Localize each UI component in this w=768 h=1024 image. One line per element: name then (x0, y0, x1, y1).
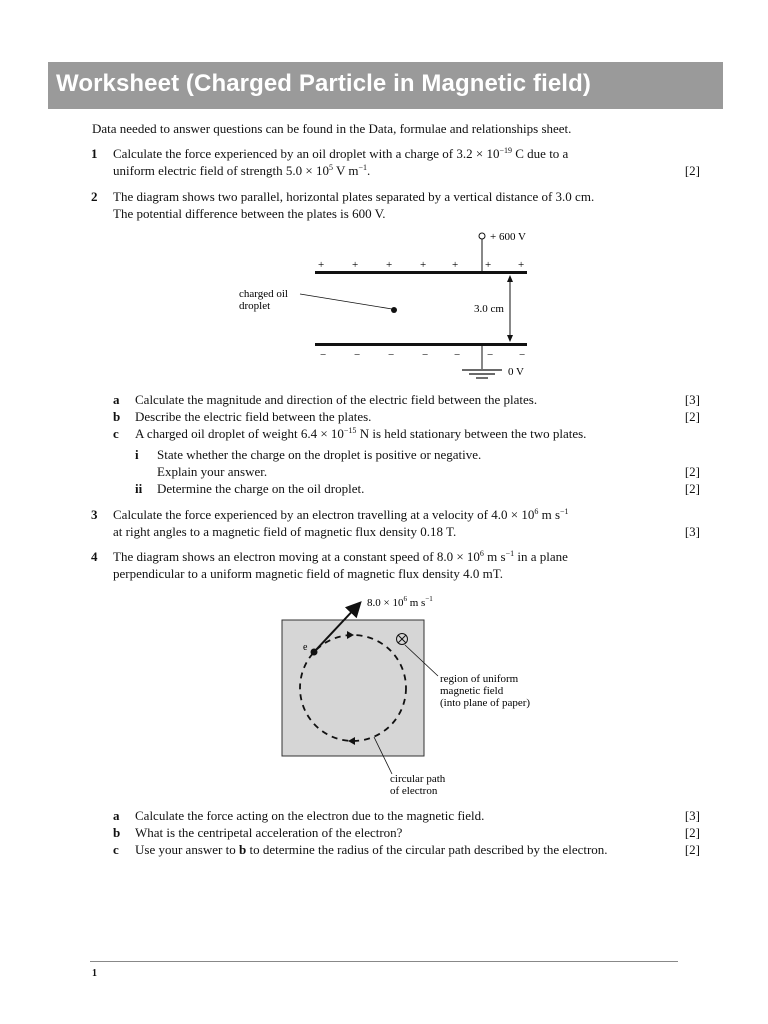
page-title: Worksheet (Charged Particle in Magnetic field) (56, 70, 591, 97)
field-label-1: region of uniform (440, 673, 519, 685)
q2ci-line1: State whether the charge on the droplet is positive or negative. (157, 447, 482, 462)
svg-text:+: + (518, 259, 525, 271)
bottom-plate (315, 343, 527, 346)
q1-line1: Calculate the force experienced by an oil droplet with a charge of $3.2 \times 10^{-19}$ C due to a (113, 146, 569, 161)
top-terminal-icon (479, 233, 485, 239)
q3-line1: Calculate the force experienced by an electron travelling at a velocity of $4.0 \times 10^6$ m $s^{-1}$ (113, 507, 569, 522)
q2cii-marks: [2] (684, 481, 700, 496)
droplet-label-1: charged oil (239, 288, 288, 300)
svg-text:+: + (352, 259, 359, 271)
oil-droplet (391, 307, 397, 313)
q4a-marks: [3] (684, 808, 700, 823)
q1-line2: uniform electric field of strength $5.0 \times 10^5$ V $m^{-1}$. (113, 163, 371, 178)
droplet-label-2: droplet (239, 300, 271, 312)
q2-line1: The diagram shows two parallel, horizontal plates separated by a vertical distance of 3.0 cm. (113, 189, 595, 204)
q2b-text: Describe the electric field between the plates. (135, 409, 372, 424)
q2cii-text: Determine the charge on the oil droplet. (157, 481, 365, 496)
intro-text: Data needed to answer questions can be found in the Data, formulae and relationships sheet. (92, 121, 572, 136)
electron-label: e (303, 642, 308, 653)
q2a-text: Calculate the magnitude and direction of the electric field between the plates. (135, 392, 538, 407)
q3-line2: at right angles to a magnetic field of magnetic flux density 0.18 T. (113, 524, 457, 539)
field-label-2: magnetic field (440, 685, 504, 697)
q2a-marks: [3] (684, 392, 700, 407)
path-label-2: of electron (390, 785, 438, 797)
q2-line2: The potential difference between the plates is 600 V. (113, 206, 386, 221)
minus-signs (320, 349, 525, 361)
q4-line2: perpendicular to a uniform magnetic field of magnetic flux density 4.0 mT. (113, 566, 503, 581)
footer-divider (90, 961, 678, 962)
q4-line1: The diagram shows an electron moving at a constant speed of $8.0 \times 10^6$ m $s^{-1}$ in a plane (113, 549, 568, 564)
q4c-label: c (113, 842, 119, 857)
svg-text:−: − (487, 349, 494, 361)
svg-text:+: + (420, 259, 427, 271)
q4b-label: b (113, 825, 121, 840)
q2c-text: A charged oil droplet of weight $6.4 \times 10^{-15}$ N is held stationary between the two plates. (135, 426, 587, 441)
bottom-voltage-label: 0 V (508, 366, 524, 378)
q2ci-line2: Explain your answer. (157, 464, 268, 479)
magnetic-field-diagram (270, 590, 560, 800)
svg-text:−: − (422, 349, 429, 361)
q4a-label: a (113, 808, 120, 823)
svg-text:−: − (454, 349, 461, 361)
plus-signs (318, 259, 524, 271)
q2c-label: c (113, 426, 119, 441)
q2b-label: b (113, 409, 121, 424)
q2a-label: a (113, 392, 120, 407)
q4a-text: Calculate the force acting on the electron due to the magnetic field. (135, 808, 485, 823)
path-label-1: circular path (390, 773, 446, 785)
q1-marks: [2] (684, 163, 700, 178)
q2b-marks: [2] (684, 409, 700, 424)
q4c-marks: [2] (684, 842, 700, 857)
separation-label: 3.0 cm (474, 303, 504, 315)
field-label-3: (into plane of paper) (440, 697, 531, 709)
page-number: 1 (92, 968, 97, 979)
q2cii-label: ii (135, 481, 143, 496)
title-banner (48, 62, 723, 109)
svg-text:−: − (320, 349, 327, 361)
svg-text:+: + (452, 259, 459, 271)
q3-number: 3 (91, 507, 98, 522)
q4b-text: What is the centripetal acceleration of the electron? (135, 825, 403, 840)
q2ci-marks: [2] (684, 464, 700, 479)
q3-marks: [3] (684, 524, 700, 539)
q4c-text: Use your answer to b to determine the radius of the circular path described by the electron. (135, 842, 608, 857)
q4b-marks: [2] (684, 825, 700, 840)
svg-text:−: − (388, 349, 395, 361)
svg-text:−: − (519, 349, 526, 361)
svg-text:+: + (386, 259, 393, 271)
q2-number: 2 (91, 189, 98, 204)
velocity-label: $8.0 \times 10^6$ m $s^{-1}$ (367, 595, 433, 609)
top-plate (315, 271, 527, 274)
top-voltage-label: + 600 V (490, 231, 526, 243)
q2ci-label: i (135, 447, 139, 462)
q4-number: 4 (91, 549, 98, 564)
svg-text:+: + (485, 259, 492, 271)
q1-number: 1 (91, 146, 98, 161)
svg-text:+: + (318, 259, 325, 271)
parallel-plates-diagram (230, 226, 540, 386)
svg-text:−: − (354, 349, 361, 361)
